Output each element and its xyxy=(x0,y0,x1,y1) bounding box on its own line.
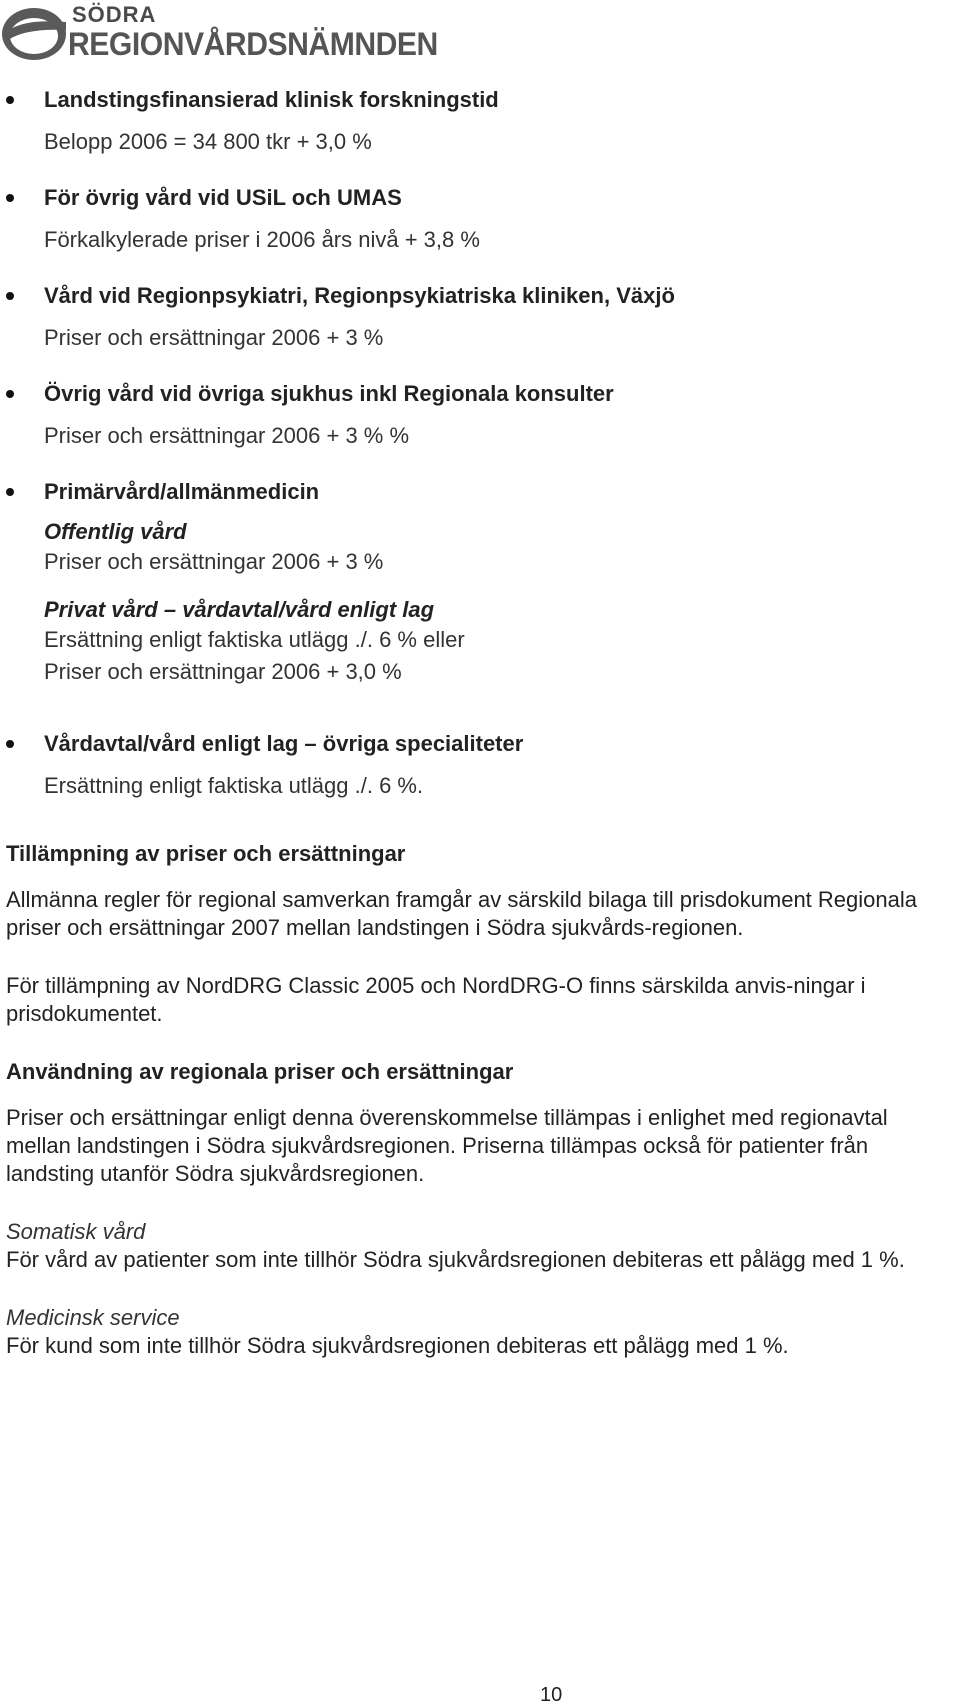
logo-emblem-icon xyxy=(0,0,70,66)
bullet-line: Förkalkylerade priser i 2006 års nivå + 3,8 % xyxy=(44,227,480,252)
section-heading: Användning av regionala priser och ersättningar xyxy=(6,1059,514,1084)
bullet-line: Priser och ersättningar 2006 + 3,0 % xyxy=(44,659,402,684)
logo-text-bottom: REGIONVÅRDSNÄMNDEN xyxy=(68,26,438,62)
bullet-dot-icon xyxy=(6,194,14,202)
bullet-heading: Vårdavtal/vård enligt lag – övriga specialiteter xyxy=(44,731,524,756)
bullet-line: Ersättning enligt faktiska utlägg ./. 6 % eller xyxy=(44,627,465,652)
section-heading: Tillämpning av priser och ersättningar xyxy=(6,841,406,866)
price-bullet-list xyxy=(0,86,960,828)
subsection-title: Somatisk vård xyxy=(6,1219,146,1244)
bullet-line: Ersättning enligt faktiska utlägg ./. 6 %. xyxy=(44,773,424,798)
paragraph: För vård av patienter som inte tillhör Södra sjukvårdsregionen debiteras ett pålägg med 1 %. xyxy=(6,1247,905,1272)
bullet-heading: Övrig vård vid övriga sjukhus inkl Regionala konsulter xyxy=(44,381,614,406)
bullet-item xyxy=(0,86,960,184)
bullet-item xyxy=(0,478,960,730)
bullet-item xyxy=(0,730,960,828)
paragraph: Allmänna regler för regional samverkan framgår av särskild bilaga till prisdokument Regionala priser och ersättningar 2007 mellan landstingen i Södra sjukvårds-regionen. xyxy=(6,887,917,940)
bullet-line: Priser och ersättningar 2006 + 3 % xyxy=(44,549,384,574)
paragraph: För tillämpning av NordDRG Classic 2005 och NordDRG-O finns särskilda anvis-ningar i prisdokumentet. xyxy=(6,973,866,1026)
logo-text-top: SÖDRA xyxy=(72,2,157,27)
paragraph: Priser och ersättningar enligt denna överenskommelse tillämpas i enlighet med regionavtal mellan landstingen i Södra sjukvårdsregionen. Priserna tillämpas också för patienter från landsting utanför Södra sjukvårdsregionen. xyxy=(6,1105,888,1186)
document-body xyxy=(6,840,956,1360)
bullet-item xyxy=(0,184,960,282)
bullet-heading: Landstingsfinansierad klinisk forskningstid xyxy=(44,87,499,112)
bullet-subheading: Offentlig vård xyxy=(44,519,187,544)
bullet-heading: För övrig vård vid USiL och UMAS xyxy=(44,185,402,210)
page-number: 10 xyxy=(540,1684,563,1706)
bullet-dot-icon xyxy=(6,96,14,104)
subsection-title: Medicinsk service xyxy=(6,1305,180,1330)
bullet-heading: Vård vid Regionpsykiatri, Regionpsykiatriska kliniken, Växjö xyxy=(44,283,675,308)
bullet-heading: Primärvård/allmänmedicin xyxy=(44,479,320,504)
bullet-item xyxy=(0,380,960,478)
bullet-dot-icon xyxy=(6,390,14,398)
region-logo xyxy=(0,0,440,66)
bullet-line: Belopp 2006 = 34 800 tkr + 3,0 % xyxy=(44,129,372,154)
paragraph: För kund som inte tillhör Södra sjukvårdsregionen debiteras ett pålägg med 1 %. xyxy=(6,1333,789,1358)
bullet-line: Priser och ersättningar 2006 + 3 % xyxy=(44,325,384,350)
bullet-subheading: Privat vård – vårdavtal/vård enligt lag xyxy=(44,597,435,622)
bullet-dot-icon xyxy=(6,740,14,748)
bullet-line: Priser och ersättningar 2006 + 3 % % xyxy=(44,423,410,448)
bullet-dot-icon xyxy=(6,488,14,496)
bullet-dot-icon xyxy=(6,292,14,300)
bullet-item xyxy=(0,282,960,380)
